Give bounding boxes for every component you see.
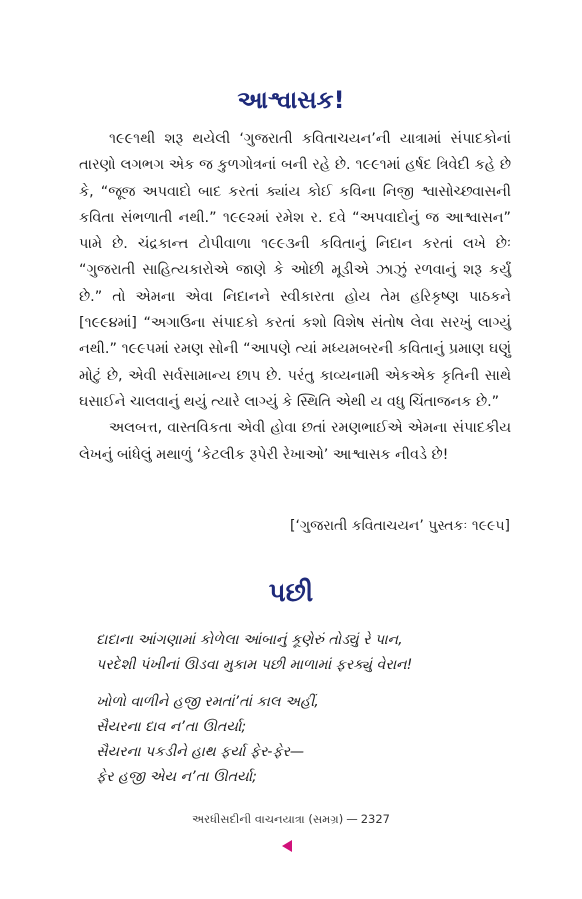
previous-page-icon[interactable] xyxy=(282,840,292,852)
poem-line: સૈયરના દાવ ન’તા ઊતર્યા; xyxy=(96,719,247,735)
footer-dash: — xyxy=(346,812,358,826)
poem-line: સૈયરના પકડીને હાથ ફર્યા ફેર-ફેર— xyxy=(96,744,305,760)
poem-line: ફેર હજી એય ન’તા ઊતર્યા; xyxy=(96,769,257,785)
essay-paragraph: અલબત્ત, વાસ્તવિકતા એવી હોવા છતાં રમણભાઈએ એમના સંપાદકીય લેખનું બાંધેલું મથાળું ‘કેટલીક રૂપેરી રેખાઓ’ આશ્વાસક નીવડે છે! xyxy=(79,420,511,463)
essay-body xyxy=(79,126,511,468)
poem-stanza xyxy=(96,690,516,790)
essay-paragraph: ૧૯૯૧થી શરૂ થયેલી ‘ગુજરાતી કવિતાચયન’ની યાત્રામાં સંપાદકોનાં તારણો લગભગ એક જ કુળગોત્રનાં બની રહે છે. ૧૯૯૧માં હર્ષદ ત્રિવેદી કહે છે કે, “જૂજ અપવાદો બાદ કરતાં ક્યાંય કોઈ કવિના નિજી શ્વાસોચ્છ્વાસની કવિતા સંભળાતી નથી.” ૧૯૯૨માં રમેશ ર. દવે “અપવાદોનું જ આશ્વાસન” પામે છે. ચંદ્રકાન્ત ટોપીવાળા ૧૯૯૩ની કવિતાનું નિદાન કરતાં લખે છેઃ “ગુજરાતી સાહિત્યકારોએ જાણે કે ઓછી મૂડીએ ઝાઝું રળવાનું શરૂ કર્યું છે.” તો એમના એવા નિદાનને સ્વીકારતા હોય તેમ હરિકૃષ્ણ પાઠકને [૧૯૯૪માં] “અગાઉના સંપાદકો કરતાં કશો વિશેષ સંતોષ લેવા સરખું લાગ્યું નથી.” ૧૯૯૫માં રમણ સોની “આપણે ત્યાં મધ્યમબરની કવિતાનું પ્રમાણ ઘણું મોટું છે, એવી સર્વસામાન્ય છાપ છે. પરંતુ કાવ્યનામી એકએક કૃતિની સાથે ઘસાઈને ચાલવાનું થયું ત્યારે લાગ્યું કે સ્થિતિ એથી ય વધુ ચિંતાજનક છે.” xyxy=(79,131,511,410)
poem-line: દાદાના આંગણામાં કોળેલા આંબાનું કૂણેરું તોડ્યું રે પાન, xyxy=(96,632,403,648)
poem-stanza xyxy=(96,628,516,678)
page-number: 2327 xyxy=(360,812,390,826)
poem-line: ખોળો વાળીને હજી રમતાં’તાં કાલ અહીં, xyxy=(96,694,319,710)
source-citation: [‘ગુજરાતી કવિતાચયન’ પુસ્તકઃ ૧૯૯૫] xyxy=(289,518,510,534)
poem-line: પરદેશી પંખીનાં ઊડવા મુકામ પછી માળામાં ફરક્યું વેરાન! xyxy=(96,657,413,673)
page-footer xyxy=(0,812,582,827)
poem-title: પછી xyxy=(268,578,314,608)
essay-title: આશ્વાસક! xyxy=(237,86,345,114)
footer-book-title: અરધીસદીની વાચનયાત્રા (સમગ્ર) xyxy=(192,812,344,826)
